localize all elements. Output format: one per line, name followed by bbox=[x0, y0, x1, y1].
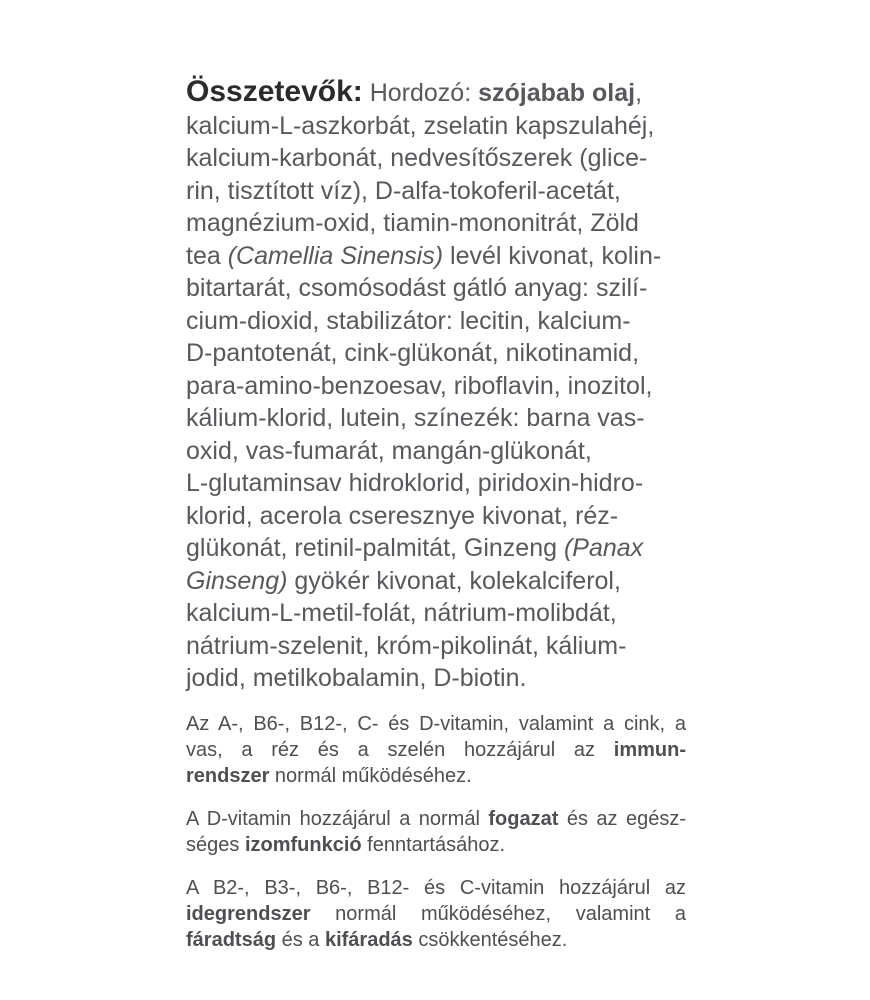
text-line bbox=[186, 630, 686, 663]
text-run: kálium-klorid, lutein, színezék: barna vas- bbox=[186, 404, 645, 432]
text-line bbox=[186, 370, 686, 403]
text-line bbox=[186, 532, 686, 565]
text-line bbox=[186, 662, 686, 695]
text-line bbox=[186, 901, 686, 927]
text-line bbox=[186, 927, 686, 953]
text-run: idegrendszer bbox=[186, 902, 311, 925]
text-run: fáradtság bbox=[186, 928, 277, 951]
text-line bbox=[186, 240, 686, 273]
text-line bbox=[186, 305, 686, 338]
text-run: rendszer bbox=[186, 764, 270, 787]
text-run: Ginseng) bbox=[186, 566, 288, 595]
text-run: D-pantotenát, cink-glükonát, nikotinamid, bbox=[186, 339, 640, 367]
text-run: (Panax bbox=[563, 534, 644, 562]
ingredients-heading: Összetevők: bbox=[186, 75, 363, 108]
text-run: nátrium-szelenit, króm-pikolinát, kálium- bbox=[186, 631, 627, 660]
text-run: fogazat bbox=[488, 807, 559, 830]
text-run: levél kivonat, kolin- bbox=[443, 241, 662, 270]
text-line bbox=[186, 597, 686, 630]
text-run: immun- bbox=[613, 738, 686, 761]
text-line bbox=[186, 565, 686, 598]
text-line bbox=[186, 875, 686, 901]
text-run: rin, tisztított víz), D-alfa-tokoferil-acetát, bbox=[186, 176, 621, 205]
text-line bbox=[186, 337, 686, 370]
text-run: kifáradás bbox=[324, 928, 413, 951]
text-line bbox=[186, 110, 686, 143]
product-label bbox=[186, 76, 686, 953]
text-run: séges bbox=[186, 833, 245, 856]
text-line bbox=[186, 763, 686, 789]
claim-teeth-muscle-paragraph bbox=[186, 806, 686, 858]
text-run: és az egész- bbox=[558, 807, 687, 830]
text-run: L-glutaminsav hidroklorid, piridoxin-hidro- bbox=[186, 469, 644, 497]
text-run: A D-vitamin hozzájárul a normál bbox=[186, 807, 489, 830]
text-run: glükonát, retinil-palmitát, Ginzeng bbox=[186, 534, 564, 562]
text-line bbox=[186, 806, 686, 832]
text-line bbox=[186, 142, 686, 175]
text-run: magnézium-oxid, tiamin-mononitrát, Zöld bbox=[186, 209, 639, 237]
text-line bbox=[186, 272, 686, 305]
text-run: cium-dioxid, stabilizátor: lecitin, kalcium- bbox=[186, 306, 631, 335]
text-line bbox=[186, 175, 686, 208]
text-run: tea bbox=[186, 241, 228, 270]
text-run: bitartarát, csomósodást gátló anyag: szilí- bbox=[186, 274, 648, 302]
text-run: normál működéséhez, valamint a bbox=[310, 902, 686, 925]
text-line bbox=[186, 500, 686, 533]
text-run: és a bbox=[276, 928, 325, 951]
text-run: izomfunkció bbox=[244, 833, 362, 856]
text-run: kalcium-karbonát, nedvesítőszerek (glice- bbox=[186, 144, 648, 172]
text-run: normál működéséhez. bbox=[269, 764, 472, 787]
text-run: csökkentéséhez. bbox=[412, 928, 568, 951]
text-run: jodid, metilkobalamin, D-biotin. bbox=[186, 664, 527, 692]
text-run: A B2-, B3-, B6-, B12- és C-vitamin hozzájárul az bbox=[186, 876, 686, 899]
claim-nervous-system-paragraph bbox=[186, 875, 686, 953]
text-run: para-amino-benzoesav, riboflavin, inozitol, bbox=[186, 371, 653, 400]
text-run: fenntartásához. bbox=[361, 833, 506, 856]
text-run: szójabab olaj bbox=[478, 79, 636, 107]
text-line bbox=[186, 737, 686, 763]
text-line bbox=[186, 435, 686, 468]
text-run: Az A-, B6-, B12-, C- és D-vitamin, valamint a cink, a bbox=[186, 712, 686, 735]
text-run: Hordozó: bbox=[362, 79, 479, 107]
text-line bbox=[186, 207, 686, 240]
text-line bbox=[186, 832, 686, 858]
text-run: oxid, vas-fumarát, mangán-glükonát, bbox=[186, 436, 592, 465]
text-run: vas, a réz és a szelén hozzájárul az bbox=[186, 738, 614, 761]
text-run: kalcium-L-aszkorbát, zselatin kapszulahéj, bbox=[186, 111, 655, 140]
claim-immune-system-paragraph bbox=[186, 711, 686, 789]
text-run: klorid, acerola cseresznye kivonat, réz- bbox=[186, 501, 619, 530]
ingredients-paragraph bbox=[186, 76, 686, 695]
text-line bbox=[186, 711, 686, 737]
text-run: , bbox=[635, 79, 643, 107]
text-line bbox=[186, 76, 686, 110]
text-line bbox=[186, 467, 686, 500]
text-line bbox=[186, 402, 686, 435]
text-run: (Camellia Sinensis) bbox=[227, 241, 444, 270]
text-run: gyökér kivonat, kolekalciferol, bbox=[287, 566, 621, 595]
text-run: kalcium-L-metil-folát, nátrium-molibdát, bbox=[186, 599, 617, 627]
